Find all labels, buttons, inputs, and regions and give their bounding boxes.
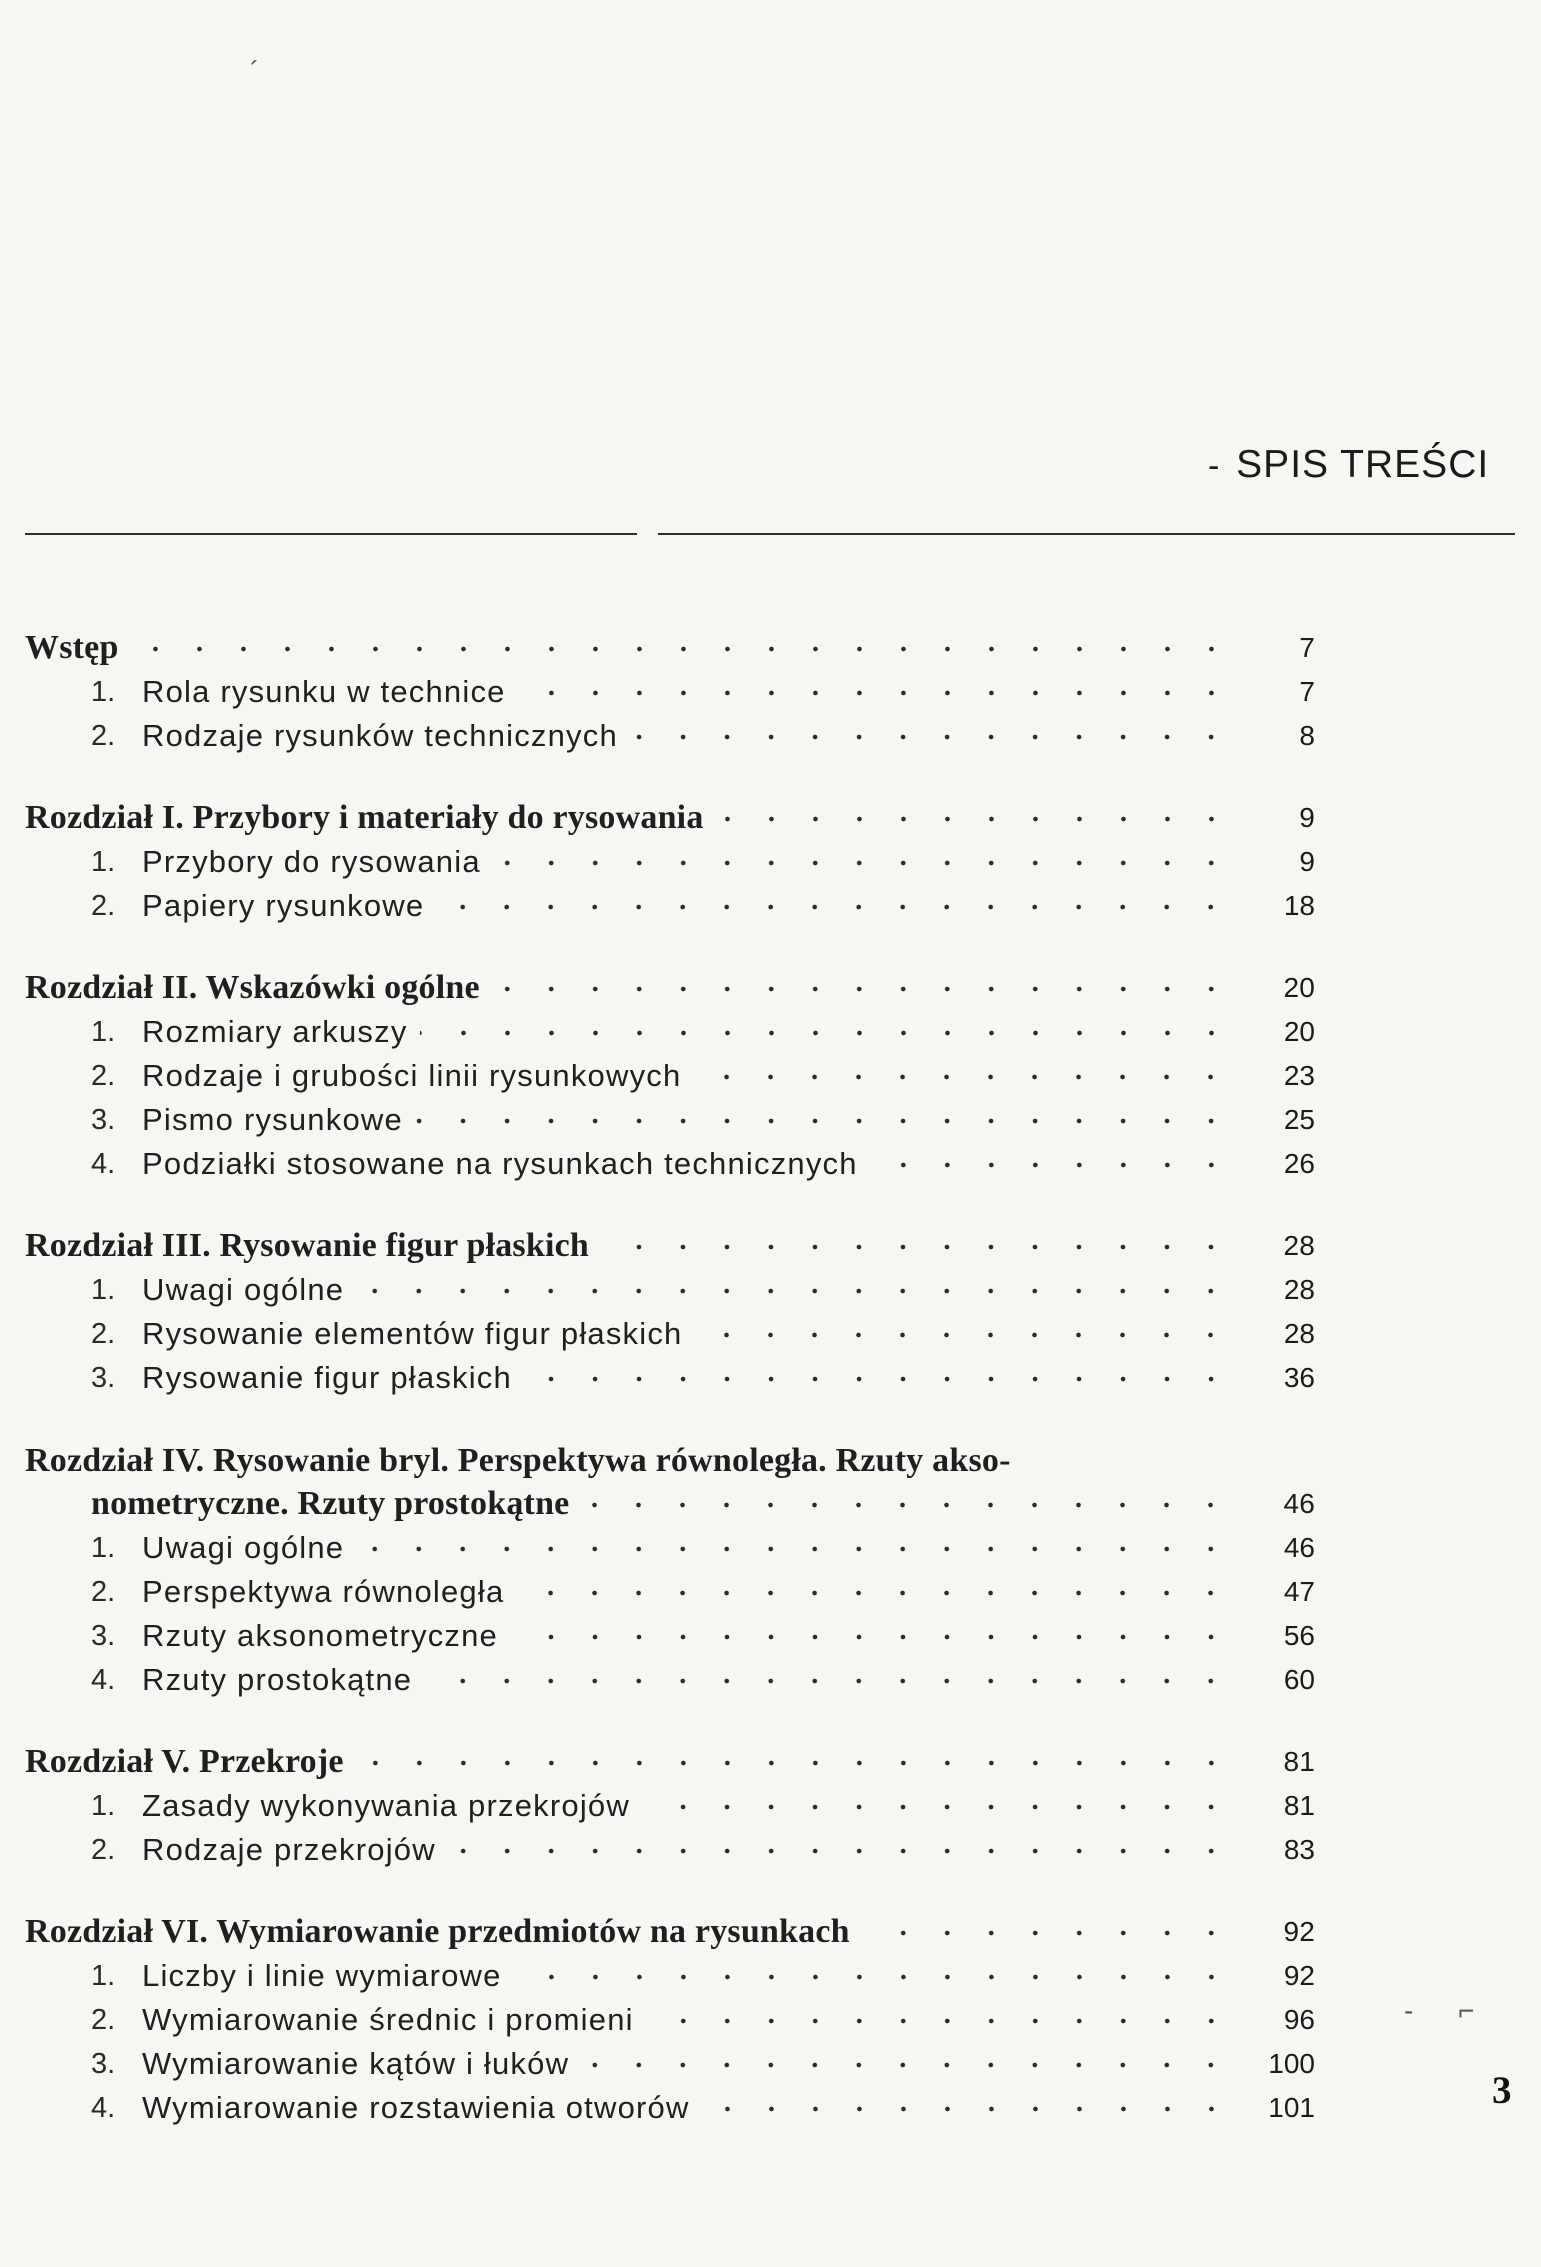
title-text: SPIS TREŚCI <box>1236 443 1490 486</box>
item-label: Rodzaje przekrojów <box>142 1832 436 1867</box>
item-label: Liczby i linie wymiarowe <box>142 1958 502 1993</box>
item-label: Rysowanie elementów figur płaskich <box>142 1316 683 1351</box>
toc-heading-chapter-1[interactable] <box>25 796 1315 840</box>
dot-leader <box>716 797 1233 841</box>
item-number: 1. <box>91 1016 116 1048</box>
item-number: 3. <box>91 1362 116 1394</box>
dot-leader <box>642 1785 1233 1829</box>
item-number: 4. <box>91 2092 116 2124</box>
toc-heading-label: Wstęp <box>25 629 119 666</box>
item-number: 1. <box>91 1960 116 1992</box>
toc-item[interactable] <box>25 1268 1315 1312</box>
page-number: 28 <box>1283 1230 1315 1261</box>
item-label: Rzuty prostokątne <box>142 1662 413 1697</box>
toc-item[interactable] <box>25 1356 1315 1400</box>
dot-leader <box>424 1659 1233 1703</box>
dot-leader <box>862 1911 1233 1955</box>
page-number: 46 <box>1283 1488 1315 1519</box>
page-number: 60 <box>1283 1664 1315 1695</box>
toc-section-chapter-6 <box>25 1910 1315 2130</box>
toc-section-chapter-4 <box>25 1438 1315 1702</box>
item-number: 1. <box>91 846 116 878</box>
page-number: 20 <box>1283 972 1315 1003</box>
toc-heading-label-continuation: nometryczne. Rzuty prostokątne <box>91 1485 570 1522</box>
toc-section-chapter-3 <box>25 1224 1315 1400</box>
page-number: 20 <box>1283 1016 1315 1047</box>
scan-mark: - <box>1404 1995 1414 2026</box>
page-number: 9 <box>1299 846 1315 877</box>
item-label: Rozmiary arkuszy <box>142 1014 408 1049</box>
item-number: 4. <box>91 1664 116 1696</box>
dot-leader <box>518 671 1233 715</box>
item-label: Papiery rysunkowe <box>142 888 425 923</box>
dot-leader <box>493 841 1233 885</box>
item-label: Wymiarowanie rozstawienia otworów <box>142 2090 690 2125</box>
page-number: 81 <box>1283 1790 1315 1821</box>
dot-leader <box>131 627 1233 671</box>
dot-leader <box>356 1741 1233 1785</box>
page-number: 7 <box>1299 632 1315 663</box>
dot-leader <box>702 2087 1233 2131</box>
toc-section-chapter-1 <box>25 796 1315 928</box>
toc-heading-chapter-6[interactable] <box>25 1910 1315 1954</box>
toc-heading-label: Rozdział III. Rysowanie figur płaskich <box>25 1227 590 1264</box>
toc-item[interactable] <box>25 1570 1315 1614</box>
dot-leader <box>646 1999 1233 2043</box>
item-number: 2. <box>91 1318 116 1350</box>
dot-leader <box>356 1269 1233 1313</box>
toc-item[interactable] <box>25 1828 1315 1872</box>
toc-item[interactable] <box>25 1054 1315 1098</box>
toc-item[interactable] <box>25 2086 1315 2130</box>
toc-item[interactable] <box>25 670 1315 714</box>
toc-item[interactable] <box>25 1098 1315 1142</box>
item-label: Rodzaje rysunków technicznych <box>142 718 618 753</box>
item-number: 1. <box>91 1274 116 1306</box>
item-number: 1. <box>91 1790 116 1822</box>
item-number: 1. <box>91 676 116 708</box>
toc-item[interactable] <box>25 1010 1315 1054</box>
dot-leader <box>448 1829 1233 1873</box>
dot-leader <box>630 715 1233 759</box>
page-number: 56 <box>1283 1620 1315 1651</box>
item-number: 2. <box>91 720 116 752</box>
page-number: 28 <box>1283 1274 1315 1305</box>
item-label: Podziałki stosowane na rysunkach technicznych <box>142 1146 858 1181</box>
scan-mark: ´ <box>250 56 260 87</box>
page-number: 96 <box>1283 2004 1315 2035</box>
page-number: 92 <box>1283 1916 1315 1947</box>
toc-section-chapter-2 <box>25 966 1315 1186</box>
toc-item[interactable] <box>25 1998 1315 2042</box>
page-number: 26 <box>1283 1148 1315 1179</box>
dot-leader <box>356 1527 1233 1571</box>
dot-leader <box>870 1143 1233 1187</box>
item-label: Zasady wykonywania przekrojów <box>142 1788 630 1823</box>
toc-heading-chapter-4-line-1[interactable] <box>25 1438 1315 1482</box>
toc-heading-chapter-4-line-2[interactable] <box>25 1482 1315 1526</box>
dot-leader <box>581 1483 1233 1527</box>
dot-leader <box>514 1955 1233 1999</box>
toc-heading-chapter-5[interactable] <box>25 1740 1315 1784</box>
dot-leader <box>694 1313 1233 1357</box>
item-label: Rzuty aksonometryczne <box>142 1618 498 1653</box>
item-label: Rola rysunku w technice <box>142 674 506 709</box>
dot-leader <box>492 967 1233 1011</box>
toc-section-chapter-5 <box>25 1740 1315 1872</box>
page-number: 23 <box>1283 1060 1315 1091</box>
dot-leader <box>581 2043 1233 2087</box>
page-number: 28 <box>1283 1318 1315 1349</box>
item-label: Przybory do rysowania <box>142 844 481 879</box>
dot-leader <box>524 1357 1233 1401</box>
toc-heading-label: Rozdział II. Wskazówki ogólne <box>25 969 480 1006</box>
dot-leader <box>516 1571 1233 1615</box>
dot-leader <box>436 885 1233 929</box>
toc-item[interactable] <box>25 1142 1315 1186</box>
dot-leader <box>420 1011 1233 1055</box>
item-number: 4. <box>91 1148 116 1180</box>
item-number: 2. <box>91 1834 116 1866</box>
toc-item[interactable] <box>25 1658 1315 1702</box>
toc-item[interactable] <box>25 714 1315 758</box>
header-divider-left <box>25 533 637 535</box>
page-number: 25 <box>1283 1104 1315 1135</box>
toc-heading-chapter-3[interactable] <box>25 1224 1315 1268</box>
toc-item[interactable] <box>25 2042 1315 2086</box>
toc-heading-label: Rozdział I. Przybory i materiały do rysowania <box>25 799 704 836</box>
toc-item[interactable] <box>25 840 1315 884</box>
toc-item[interactable] <box>25 1312 1315 1356</box>
dot-leader <box>415 1099 1233 1143</box>
toc-section-introduction <box>25 626 1315 758</box>
toc-item[interactable] <box>25 1614 1315 1658</box>
toc-heading-label: Rozdział V. Przekroje <box>25 1743 344 1780</box>
toc-heading-chapter-2[interactable] <box>25 966 1315 1010</box>
page-number: 47 <box>1283 1576 1315 1607</box>
table-of-contents <box>25 626 1315 2168</box>
page-number: 83 <box>1283 1834 1315 1865</box>
header-divider-right <box>658 533 1515 535</box>
item-label: Rodzaje i grubości linii rysunkowych <box>142 1058 682 1093</box>
page-number: 46 <box>1283 1532 1315 1563</box>
item-label: Wymiarowanie średnic i promieni <box>142 2002 634 2037</box>
dot-leader <box>510 1615 1233 1659</box>
item-number: 3. <box>91 2048 116 2080</box>
item-number: 2. <box>91 1576 116 1608</box>
page-number: 7 <box>1299 676 1315 707</box>
page-number-corner: 3 <box>1492 2069 1512 2112</box>
item-number: 3. <box>91 1104 116 1136</box>
item-number: 2. <box>91 2004 116 2036</box>
page-number: 36 <box>1283 1362 1315 1393</box>
toc-heading-introduction[interactable] <box>25 626 1315 670</box>
item-number: 1. <box>91 1532 116 1564</box>
item-label: Wymiarowanie kątów i łuków <box>142 2046 570 2081</box>
toc-item[interactable] <box>25 1954 1315 1998</box>
page-number: 92 <box>1283 1960 1315 1991</box>
item-number: 3. <box>91 1620 116 1652</box>
page-title <box>1208 443 1489 487</box>
item-label: Perspektywa równoległa <box>142 1574 505 1609</box>
page-number: 101 <box>1268 2092 1315 2123</box>
dot-leader <box>693 1055 1233 1099</box>
page-number: 81 <box>1283 1746 1315 1777</box>
toc-heading-label: Rozdział IV. Rysowanie bryl. Perspektywa równoległa. Rzuty akso- <box>25 1442 1011 1479</box>
item-number: 2. <box>91 890 116 922</box>
item-number: 2. <box>91 1060 116 1092</box>
page-number: 18 <box>1283 890 1315 921</box>
page-number: 8 <box>1299 720 1315 751</box>
item-label: Uwagi ogólne <box>142 1530 345 1565</box>
dot-leader <box>601 1225 1233 1269</box>
toc-item[interactable] <box>25 1526 1315 1570</box>
item-label: Rysowanie figur płaskich <box>142 1360 512 1395</box>
toc-item[interactable] <box>25 884 1315 928</box>
page-number: 9 <box>1299 802 1315 833</box>
title-dash: - <box>1208 447 1221 485</box>
item-label: Pismo rysunkowe <box>142 1102 403 1137</box>
toc-heading-label: Rozdział VI. Wymiarowanie przedmiotów na rysunkach <box>25 1913 850 1950</box>
item-label: Uwagi ogólne <box>142 1272 345 1307</box>
scan-mark: ⌐ <box>1458 1995 1475 2026</box>
toc-item[interactable] <box>25 1784 1315 1828</box>
page-number: 100 <box>1268 2048 1315 2079</box>
